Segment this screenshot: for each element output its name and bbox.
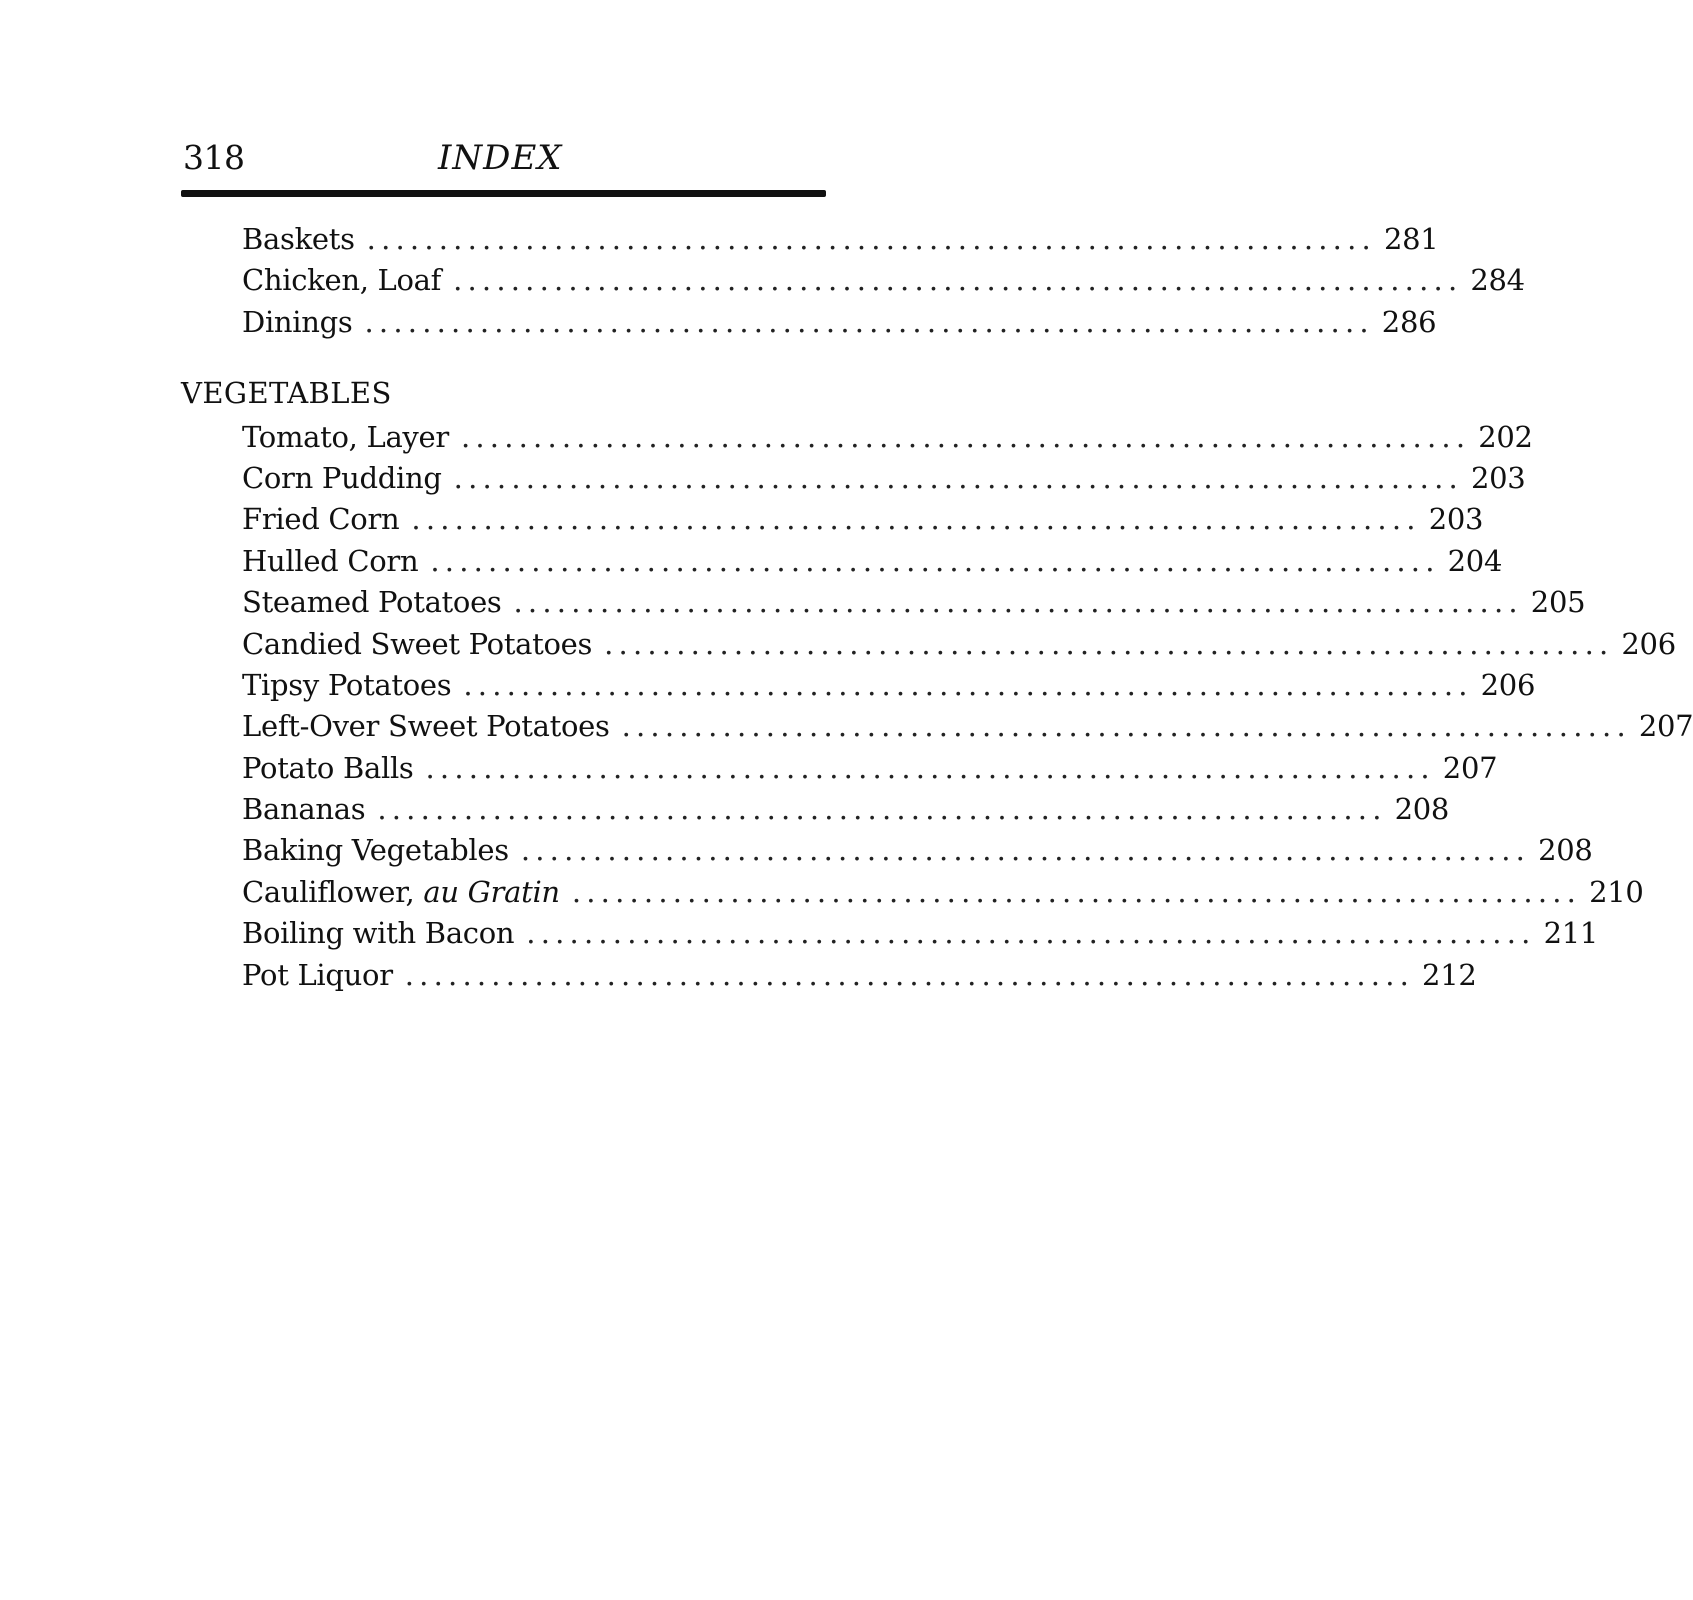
entry-page-number: 284 (1470, 263, 1525, 298)
entry-label-text: Bananas (242, 792, 366, 827)
dot-leader: ...................................................................... (621, 709, 1631, 744)
index-entry (242, 789, 1450, 830)
section-heading-vegetables: VEGETABLES (181, 376, 392, 411)
entry-label (242, 624, 592, 665)
index-entry (242, 830, 1593, 871)
index-entry (242, 913, 1599, 954)
index-entry (242, 219, 1439, 260)
entry-label-text: Baking Vegetables (242, 833, 509, 868)
entry-label-text: Tipsy Potatoes (242, 667, 452, 702)
index-entry (242, 872, 1644, 913)
entry-label (242, 830, 509, 871)
entry-page-number: 212 (1422, 957, 1477, 992)
dot-leader: ...................................................................... (366, 222, 1376, 256)
entry-label (242, 260, 441, 301)
entry-page-number: 208 (1394, 792, 1450, 827)
dot-leader: ...................................................................... (526, 916, 1536, 951)
entry-page-number: 206 (1480, 667, 1536, 702)
index-entry (242, 748, 1498, 789)
running-head-title: INDEX (438, 138, 563, 178)
entry-label (242, 219, 355, 260)
dot-leader: ...................................................................... (513, 585, 1523, 620)
entry-page-number: 203 (1428, 502, 1484, 537)
entry-label (242, 417, 449, 458)
entry-label (242, 541, 418, 582)
index-entry (242, 260, 1525, 301)
entry-label-text: Baskets (242, 222, 355, 256)
entry-page-number: 211 (1543, 916, 1599, 951)
entry-page-number: 206 (1621, 626, 1676, 661)
dot-leader: ...................................................................... (460, 419, 1471, 454)
entry-page-number: 281 (1383, 222, 1439, 256)
entry-page-number: 207 (1638, 709, 1693, 744)
entry-label-text: Dinings (242, 304, 353, 339)
index-list (181, 219, 1693, 996)
entry-page-number: 208 (1538, 833, 1593, 868)
entry-label-text: Fried Corn (242, 502, 400, 537)
index-entry (242, 417, 1533, 458)
header-rule (181, 190, 826, 197)
entry-label-text: Pot Liquor (242, 957, 393, 992)
index-entry (242, 582, 1586, 623)
dot-leader: ...................................................................... (411, 502, 1421, 537)
entry-page-number: 210 (1589, 874, 1644, 909)
dot-leader: ...................................................................... (404, 957, 1415, 992)
entry-label-text: Left-Over Sweet Potatoes (242, 709, 610, 744)
entry-label-text: Boiling with Bacon (242, 916, 515, 951)
index-group-vegetables (181, 417, 1693, 996)
entry-page-number: 204 (1447, 543, 1503, 578)
entry-page-number: 203 (1470, 460, 1526, 495)
index-entry (242, 541, 1503, 582)
entry-label-text: Candied Sweet Potatoes (242, 626, 593, 661)
index-entry (242, 302, 1437, 343)
dot-leader: ...................................................................... (377, 792, 1387, 827)
entry-label-italic: au Gratin (423, 874, 560, 909)
dot-leader: ...................................................................... (571, 874, 1582, 909)
entry-page-number: 205 (1530, 585, 1586, 620)
dot-leader: ...................................................................... (520, 833, 1531, 868)
entry-label-text: Cauliflower, (242, 874, 415, 909)
entry-page-number: 202 (1478, 419, 1533, 454)
index-entry (242, 458, 1526, 499)
entry-label-text: Chicken, Loaf (242, 263, 442, 298)
entry-label (242, 582, 502, 623)
index-entry (242, 955, 1477, 996)
dot-leader: ...................................................................... (430, 543, 1440, 578)
entry-label (242, 789, 365, 830)
dot-leader: ...................................................................... (425, 750, 1435, 785)
entry-label (242, 302, 353, 343)
index-group-continued (181, 219, 1525, 343)
dot-leader: ...................................................................... (463, 667, 1473, 702)
dot-leader: ...................................................................... (453, 263, 1463, 298)
entry-page-number: 286 (1381, 304, 1437, 339)
index-entry (242, 706, 1693, 747)
entry-label (242, 955, 393, 996)
entry-label (242, 872, 560, 913)
dot-leader: ...................................................................... (364, 304, 1374, 339)
dot-leader: ...................................................................... (604, 626, 1614, 661)
entry-label (242, 499, 399, 540)
page-number: 318 (183, 138, 245, 177)
entry-label (242, 748, 414, 789)
entry-label (242, 706, 610, 747)
entry-label-text: Potato Balls (242, 750, 414, 785)
entry-label (242, 458, 442, 499)
entry-label-text: Hulled Corn (242, 543, 419, 578)
index-entry (242, 665, 1536, 706)
index-entry (242, 624, 1676, 665)
entry-label (242, 665, 451, 706)
entry-page-number: 207 (1442, 750, 1498, 785)
entry-label (242, 913, 514, 954)
entry-label-text: Steamed Potatoes (242, 585, 502, 620)
entry-label-text: Corn Pudding (242, 460, 442, 495)
dot-leader: ...................................................................... (453, 460, 1463, 495)
entry-label-text: Tomato, Layer (242, 419, 449, 454)
index-entry (242, 499, 1484, 540)
